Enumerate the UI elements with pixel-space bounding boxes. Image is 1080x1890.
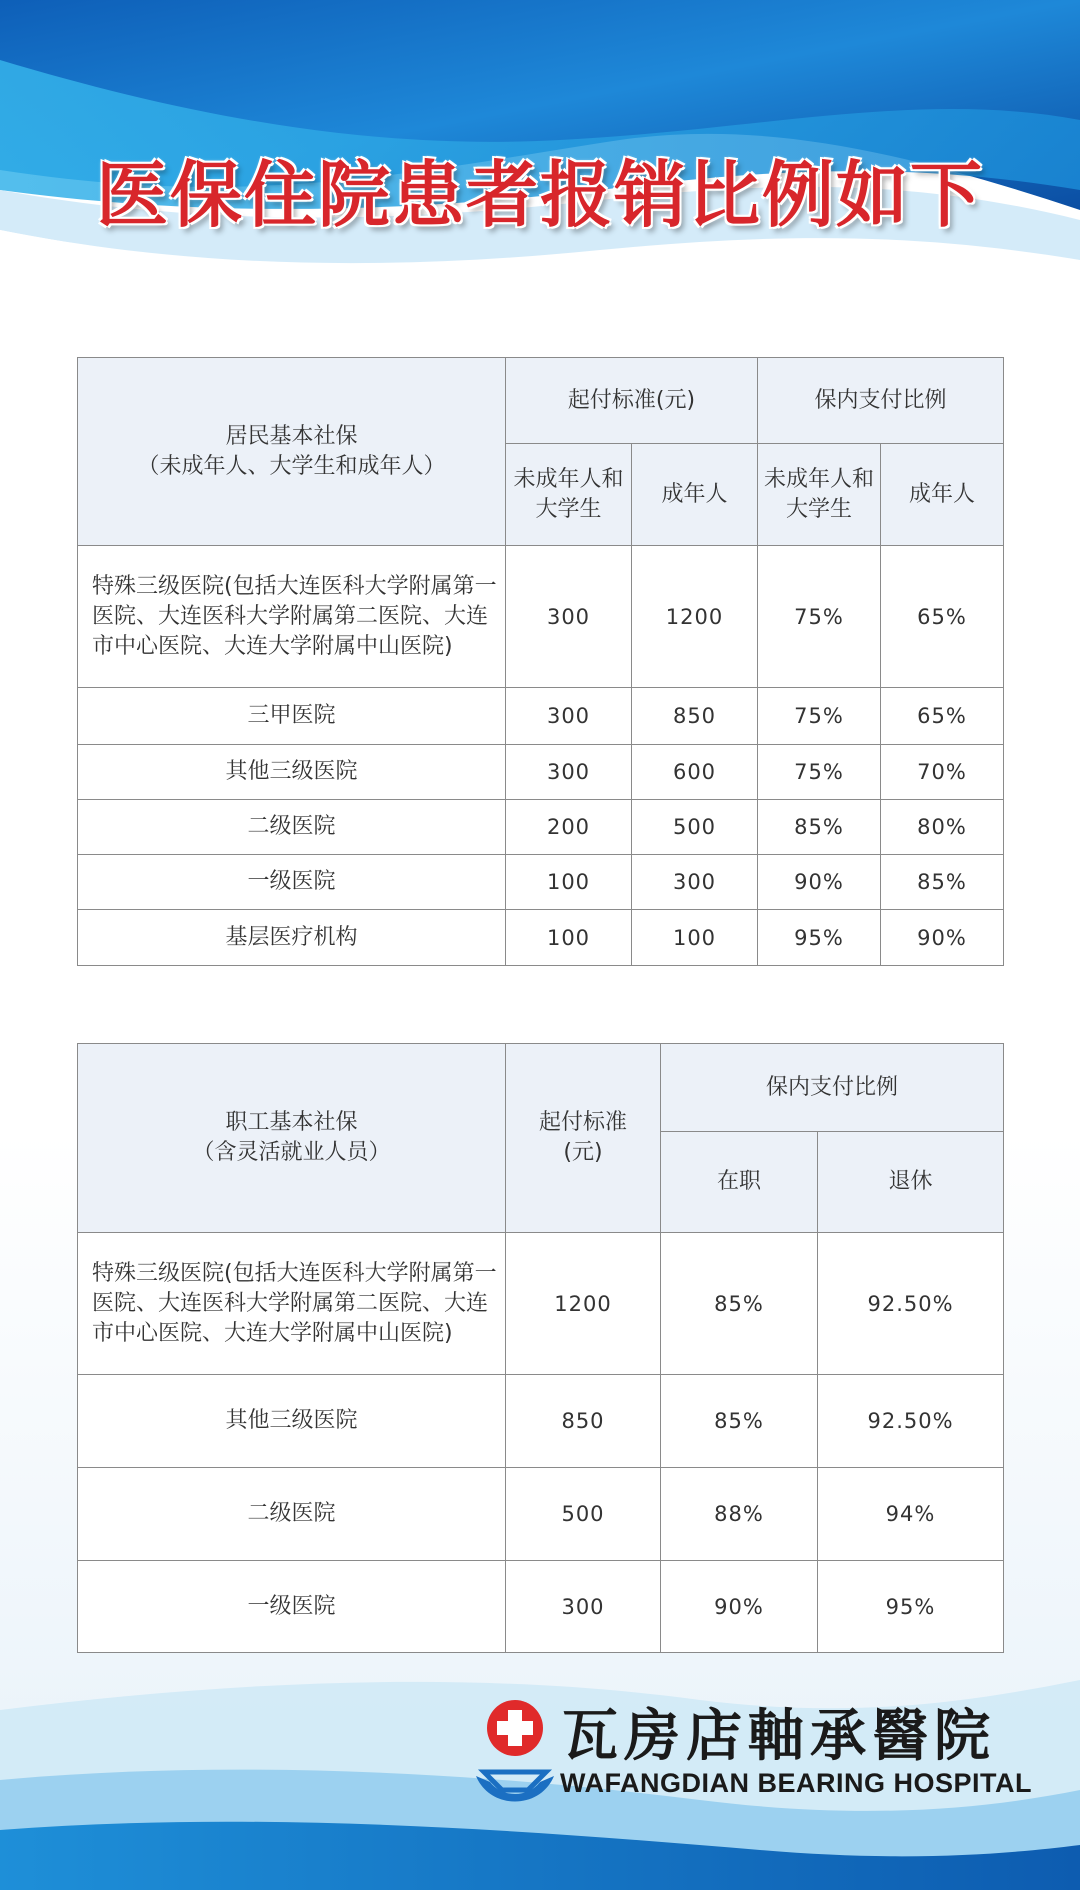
table-row (78, 546, 1004, 688)
table-row (78, 855, 1004, 910)
ratio-adult-cell: 80% (881, 800, 1004, 855)
deductible-adult-cell: 300 (632, 855, 758, 910)
hospital-level-cell: 特殊三级医院(包括大连医科大学附属第一医院、大连医科大学附属第二医院、大连市中心医院、大连大学附属中山医院) (78, 1233, 506, 1375)
deductible-cell: 500 (506, 1468, 661, 1561)
table2-retired-header: 退休 (818, 1132, 1004, 1233)
deductible-adult-cell: 1200 (632, 546, 758, 688)
ratio-minor-cell: 75% (758, 688, 881, 745)
ratio-retired-cell: 92.50% (818, 1233, 1004, 1375)
table-row (78, 1468, 1004, 1561)
table1-ratio-minor-header: 未成年人和大学生 (758, 444, 881, 546)
table1-body (78, 546, 1004, 966)
deductible-minor-cell: 300 (506, 745, 632, 800)
hospital-level-cell: 三甲医院 (78, 688, 506, 745)
table-row (78, 1375, 1004, 1468)
ratio-adult-cell: 65% (881, 546, 1004, 688)
hospital-name-chinese: 瓦房店軸承醫院 (562, 1703, 996, 1769)
ratio-minor-cell: 90% (758, 855, 881, 910)
deductible-minor-cell: 100 (506, 910, 632, 966)
table2-employed-header: 在职 (661, 1132, 818, 1233)
page-title: 医保住院患者报销比例如下 (95, 153, 984, 237)
ratio-retired-cell: 94% (818, 1468, 1004, 1561)
deductible-cell: 300 (506, 1561, 661, 1653)
deductible-adult-cell: 500 (632, 800, 758, 855)
hospital-level-cell: 一级医院 (78, 1561, 506, 1653)
ratio-employed-cell: 85% (661, 1233, 818, 1375)
ratio-adult-cell: 85% (881, 855, 1004, 910)
table2-corner-subtitle: （含灵活就业人员） (192, 1140, 391, 1165)
table1-ratio-group-header: 保内支付比例 (758, 358, 1004, 444)
ratio-minor-cell: 85% (758, 800, 881, 855)
ratio-minor-cell: 95% (758, 910, 881, 966)
hospital-level-cell: 其他三级医院 (78, 1375, 506, 1468)
ratio-adult-cell: 70% (881, 745, 1004, 800)
hospital-logo-icon (470, 1690, 560, 1830)
table-row (78, 688, 1004, 745)
hospital-name-english: WAFANGDIAN BEARING HOSPITAL (560, 1768, 1032, 1798)
table2-ratio-group-header: 保内支付比例 (661, 1044, 1004, 1132)
ratio-retired-cell: 95% (818, 1561, 1004, 1653)
employee-insurance-table (77, 1043, 1004, 1653)
hospital-level-cell: 二级医院 (78, 800, 506, 855)
deductible-cell: 850 (506, 1375, 661, 1468)
table2-corner-title: 职工基本社保 (225, 1110, 358, 1135)
table-row (78, 910, 1004, 966)
table1-deductible-adult-header: 成年人 (632, 444, 758, 546)
table1-corner-title: 居民基本社保 (225, 423, 358, 449)
ratio-adult-cell: 65% (881, 688, 1004, 745)
table-row (78, 745, 1004, 800)
table2-deductible-header: 起付标准(元) (506, 1044, 661, 1233)
table-row (78, 800, 1004, 855)
deductible-adult-cell: 600 (632, 745, 758, 800)
deductible-adult-cell: 100 (632, 910, 758, 966)
ratio-employed-cell: 88% (661, 1468, 818, 1561)
ratio-adult-cell: 90% (881, 910, 1004, 966)
table2-body (78, 1233, 1004, 1653)
table-row (78, 1233, 1004, 1375)
deductible-minor-cell: 200 (506, 800, 632, 855)
deductible-minor-cell: 300 (506, 688, 632, 745)
table2-corner-header (78, 1044, 506, 1233)
hospital-level-cell: 二级医院 (78, 1468, 506, 1561)
table1-corner-header (78, 358, 506, 546)
deductible-adult-cell: 850 (632, 688, 758, 745)
hospital-level-cell: 其他三级医院 (78, 745, 506, 800)
table1-corner-subtitle: （未成年人、大学生和成年人） (137, 453, 446, 479)
table1-deductible-group-header: 起付标准(元) (506, 358, 758, 444)
ratio-employed-cell: 90% (661, 1561, 818, 1653)
deductible-minor-cell: 100 (506, 855, 632, 910)
deductible-minor-cell: 300 (506, 546, 632, 688)
ratio-retired-cell: 92.50% (818, 1375, 1004, 1468)
deductible-cell: 1200 (506, 1233, 661, 1375)
hospital-level-cell: 特殊三级医院(包括大连医科大学附属第一医院、大连医科大学附属第二医院、大连市中心医院、大连大学附属中山医院) (78, 546, 506, 688)
table1-deductible-minor-header: 未成年人和大学生 (506, 444, 632, 546)
hospital-level-cell: 一级医院 (78, 855, 506, 910)
ratio-minor-cell: 75% (758, 745, 881, 800)
ratio-employed-cell: 85% (661, 1375, 818, 1468)
resident-insurance-table (77, 357, 1004, 966)
hospital-level-cell: 基层医疗机构 (78, 910, 506, 966)
table-row (78, 1561, 1004, 1653)
ratio-minor-cell: 75% (758, 546, 881, 688)
table1-ratio-adult-header: 成年人 (881, 444, 1004, 546)
